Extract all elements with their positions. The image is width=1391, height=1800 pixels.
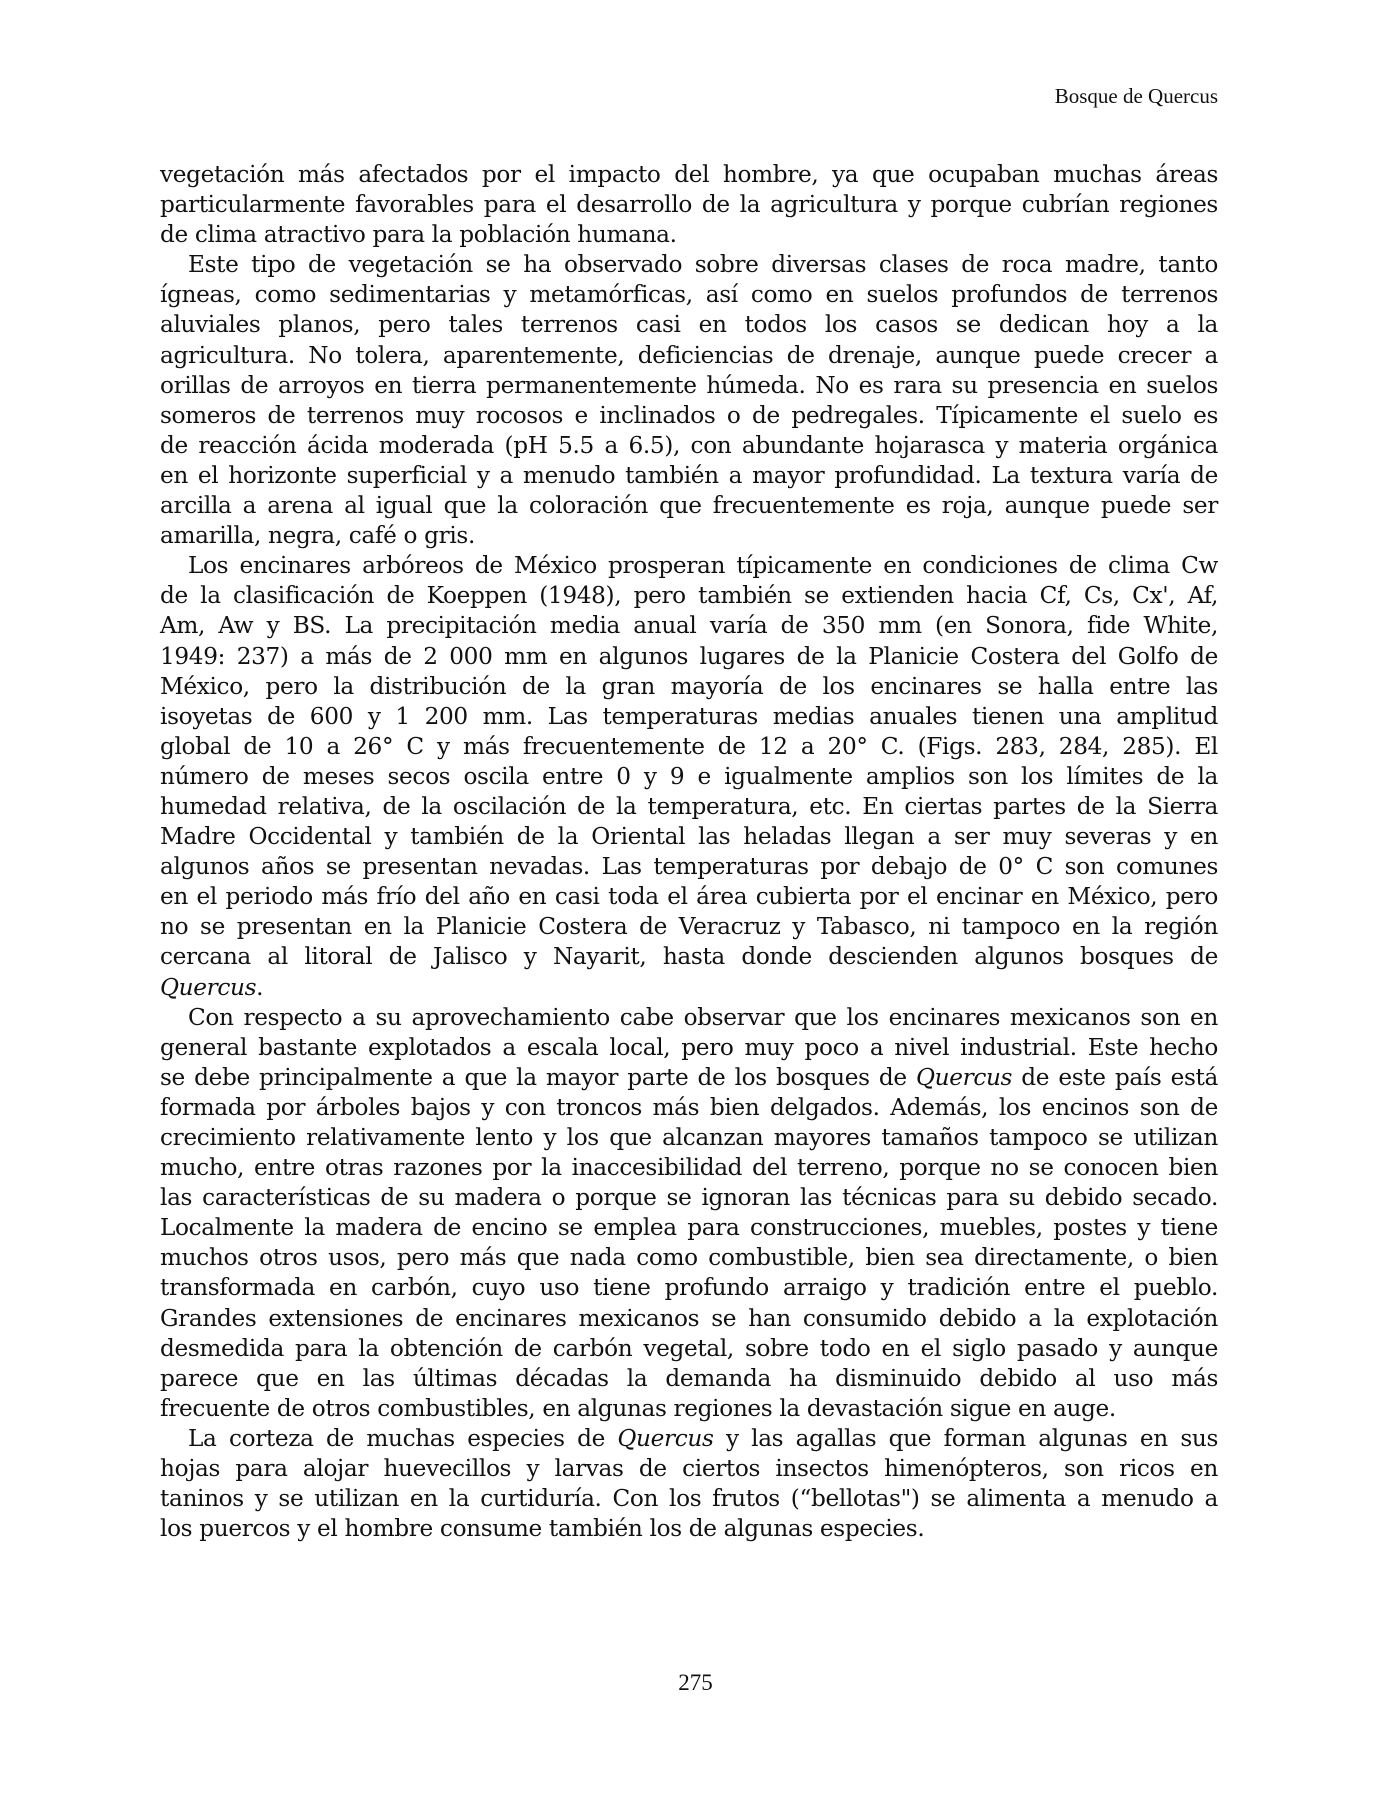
text-line: frecuente de otros combustibles, en algunas regiones la devastación sigue en auge. bbox=[160, 1394, 1116, 1422]
paragraph bbox=[160, 160, 1218, 250]
text-line: particularmente favorables para el desarrollo de la agricultura y porque cubrían regiones bbox=[160, 191, 1218, 219]
paragraph bbox=[160, 250, 1218, 551]
text-line: amarilla, negra, café o gris. bbox=[160, 522, 475, 550]
text-line: los puercos y el hombre consume también los de algunas especies. bbox=[160, 1515, 925, 1543]
text-line: de clima atractivo para la población humana. bbox=[160, 221, 677, 249]
text-line: muchos otros usos, pero más que nada como combustible, bien sea directamente, o bien bbox=[160, 1244, 1218, 1272]
text-segment: de este país está bbox=[1012, 1063, 1218, 1091]
text-line: desmedida para la obtención de carbón vegetal, sobre todo en el siglo pasado y aunque bbox=[160, 1334, 1218, 1362]
text-line: taninos y se utilizan en la curtiduría. Con los frutos (“bellotas") se alimenta a menudo a bbox=[160, 1485, 1218, 1513]
text-line: Am, Aw y BS. La precipitación media anual varía de 350 mm (en Sonora, fide White, bbox=[160, 612, 1218, 640]
text-line: parece que en las últimas décadas la demanda ha disminuido debido al uso más bbox=[160, 1364, 1218, 1392]
text-segment: La corteza de muchas especies de bbox=[188, 1424, 618, 1452]
text-line: vegetación más afectados por el impacto del hombre, ya que ocupaban muchas áreas bbox=[160, 161, 1218, 188]
text-line: agricultura. No tolera, aparentemente, deficiencias de drenaje, aunque puede crecer a bbox=[160, 341, 1218, 369]
text-line: mucho, entre otras razones por la inaccesibilidad del terreno, porque no se conocen bien bbox=[160, 1154, 1218, 1182]
body-text bbox=[160, 160, 1218, 1544]
text-line: ígneas, como sedimentarias y metamórficas, así como en suelos profundos de terrenos bbox=[160, 281, 1218, 309]
text-line: en el periodo más frío del año en casi toda el área cubierta por el encinar en México, pero bbox=[160, 883, 1218, 911]
text-line: de reacción ácida moderada (pH 5.5 a 6.5), con abundante hojarasca y materia orgánica bbox=[160, 431, 1218, 459]
text-line: formada por árboles bajos y con troncos más bien delgados. Además, los encinos son de bbox=[160, 1093, 1218, 1121]
text-line: orillas de arroyos en tierra permanentemente húmeda. No es rara su presencia en suelos bbox=[160, 371, 1218, 399]
text-line: las características de su madera o porque se ignoran las técnicas para su debido secado. bbox=[160, 1184, 1218, 1212]
running-head-title: Bosque de Quercus bbox=[1054, 84, 1218, 108]
page-number: 275 bbox=[678, 1670, 713, 1695]
italic-term: Quercus bbox=[160, 973, 257, 1001]
text-line: número de meses secos oscila entre 0 y 9 e igualmente amplios son los límites de la bbox=[160, 762, 1218, 790]
text-line: Este tipo de vegetación se ha observado sobre diversas clases de roca madre, tanto bbox=[188, 251, 1218, 279]
text-line: crecimiento relativamente lento y los que alcanzan mayores tamaños tampoco se utilizan bbox=[160, 1124, 1218, 1151]
text-line: humedad relativa, de la oscilación de la temperatura, etc. En ciertas partes de la Sierra bbox=[160, 792, 1218, 820]
paragraph bbox=[160, 1424, 1218, 1544]
text-line: Localmente la madera de encino se emplea para construcciones, muebles, postes y tiene bbox=[160, 1214, 1218, 1242]
text-line: general bastante explotados a escala local, pero muy poco a nivel industrial. Este hecho bbox=[160, 1033, 1218, 1061]
text-line: 1949: 237) a más de 2 000 mm en algunos lugares de la Planicie Costera del Golfo de bbox=[160, 642, 1218, 670]
text-line: Grandes extensiones de encinares mexicanos se han consumido debido a la explotación bbox=[160, 1304, 1218, 1332]
text-line: arcilla a arena al igual que la coloración que frecuentemente es roja, aunque puede ser bbox=[160, 492, 1218, 520]
text-line: hojas para alojar huevecillos y larvas de ciertos insectos himenópteros, son ricos en bbox=[160, 1455, 1218, 1483]
text-line: aluviales planos, pero tales terrenos casi en todos los casos se dedican hoy a la bbox=[160, 311, 1218, 339]
text-line: Los encinares arbóreos de México prosperan típicamente en condiciones de clima Cw bbox=[188, 552, 1218, 580]
text-line: no se presentan en la Planicie Costera de Veracruz y Tabasco, ni tampoco en la región bbox=[160, 913, 1218, 941]
text-segment: . bbox=[256, 973, 264, 1001]
paragraph bbox=[160, 1003, 1218, 1424]
text-line: en el horizonte superficial y a menudo también a mayor profundidad. La textura varía de bbox=[160, 461, 1218, 489]
text-line bbox=[160, 973, 1218, 1003]
text-line: México, pero la distribución de la gran mayoría de los encinares se halla entre las bbox=[160, 672, 1218, 700]
text-line: algunos años se presentan nevadas. Las temperaturas por debajo de 0° C son comunes bbox=[160, 853, 1218, 881]
text-line: Con respecto a su aprovechamiento cabe observar que los encinares mexicanos son en bbox=[188, 1003, 1218, 1031]
text-line bbox=[160, 1424, 1218, 1454]
text-line: Madre Occidental y también de la Oriental las heladas llegan a ser muy severas y en bbox=[160, 823, 1218, 851]
italic-term: Quercus bbox=[617, 1424, 714, 1452]
text-line: global de 10 a 26° C y más frecuentemente de 12 a 20° C. (Figs. 283, 284, 285). El bbox=[160, 732, 1218, 760]
text-line bbox=[160, 1063, 1218, 1093]
text-line: someros de terrenos muy rocosos e inclinados o de pedregales. Típicamente el suelo es bbox=[160, 401, 1218, 429]
text-segment: y las agallas que forman algunas en sus bbox=[713, 1424, 1218, 1452]
text-segment: se debe principalmente a que la mayor parte de los bosques de bbox=[160, 1063, 916, 1091]
text-line: isoyetas de 600 y 1 200 mm. Las temperaturas medias anuales tienen una amplitud bbox=[160, 702, 1218, 730]
text-line: cercana al litoral de Jalisco y Nayarit, hasta donde descienden algunos bosques de bbox=[160, 943, 1218, 971]
italic-term: Quercus bbox=[915, 1063, 1013, 1091]
text-line: transformada en carbón, cuyo uso tiene profundo arraigo y tradición entre el pueblo. bbox=[160, 1274, 1218, 1302]
text-line: de la clasificación de Koeppen (1948), pero también se extienden hacia Cf, Cs, Cx', Af, bbox=[160, 582, 1218, 610]
paragraph bbox=[160, 551, 1218, 1002]
